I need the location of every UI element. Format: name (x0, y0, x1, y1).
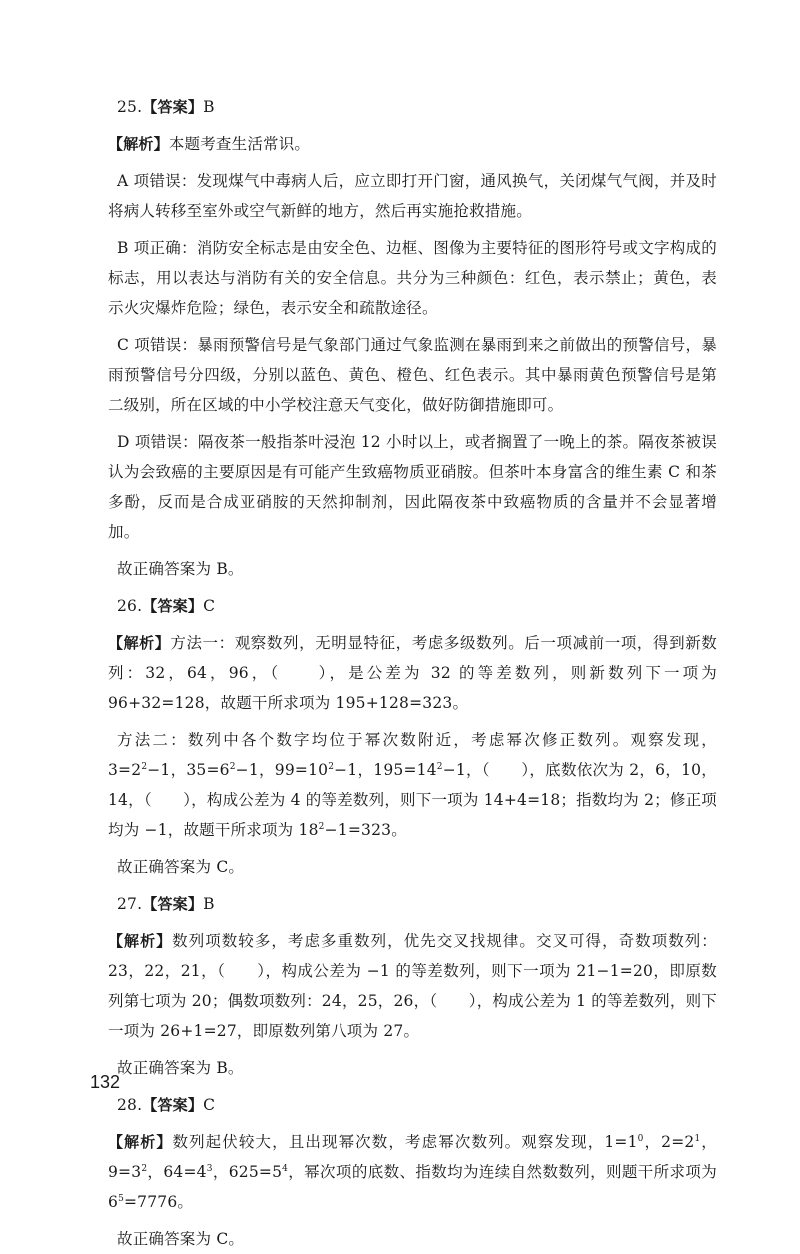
q27-answer-line (117, 889, 717, 919)
q28-analysis-line: 【解析】数列起伏较大，且出现幂次数，考虑幂次数列。观察发现，$1=1^0$，$2=2^1$，$9=3^2$，$64=4^3$，$625=5^4$，幂次项的底数、指数均为连续自然数数列，则题干所求项为 $6^5=7776$。 (108, 1133, 718, 1211)
q25-analysis-line (108, 129, 717, 159)
q25-option-a: A 项错误：发现煤气中毒病人后，应立即打开门窗，通风换气，关闭煤气气阀，并及时将病人转移至室外或空气新鲜的地方，然后再实施抢救措施。 (108, 172, 717, 220)
q25-number: 25. (117, 98, 143, 116)
q25-answer-line (117, 92, 717, 122)
q25-answer: B (203, 98, 215, 116)
q26-conclusion: 故正确答案为 C。 (117, 858, 245, 876)
q26-analysis-label: 【解析】 (108, 634, 171, 652)
q26-method2: 方法二：数列中各个数字均位于幂次数附近，考虑幂次修正数列。观察发现，$3=2^2-1$，$35=6^2-1$，$99=10^2-1$，$195=14^2-1$，（ ），底数依次为 2，6，10，14，（ ），构成公差为 4 的等差数列，则下一项为 14+4=18；指数均为 2；修正项均为 −1，故题干所求项为 $18^2-1=323$。 (108, 731, 717, 839)
q25-analysis-label: 【解析】 (108, 135, 169, 153)
q26-method1: 方法一：观察数列，无明显特征，考虑多级数列。后一项减前一项，得到新数列：32，64，96，（ ），是公差为 32 的等差数列，则新数列下一项为 96+32=128，故题干所求项为 195+128=323。 (108, 634, 717, 712)
q27-analysis-label: 【解析】 (108, 932, 173, 950)
q26-method1-line (108, 628, 717, 718)
q27-conclusion: 故正确答案为 B。 (117, 1059, 244, 1077)
q27-number: 27. (117, 895, 143, 913)
q28-answer-label: 【答案】 (142, 1096, 204, 1114)
q28-conclusion: 故正确答案为 C。 (117, 1230, 245, 1248)
q27-answer-label: 【答案】 (142, 895, 204, 913)
q27-analysis-line (108, 926, 717, 1046)
q25-answer-label: 【答案】 (142, 98, 204, 116)
q28-answer: C (203, 1096, 216, 1114)
q27-answer: B (203, 895, 215, 913)
q25-conclusion: 故正确答案为 B。 (117, 560, 244, 578)
q26-answer-label: 【答案】 (142, 597, 204, 615)
q28-analysis-label: 【解析】 (108, 1133, 173, 1151)
q25-option-c: C 项错误：暴雨预警信号是气象部门通过气象监测在暴雨到来之前做出的预警信号，暴雨预警信号分四级，分别以蓝色、黄色、橙色、红色表示。其中暴雨黄色预警信号是第二级别，所在区域的中小学校注意天气变化，做好防御措施即可。 (108, 336, 717, 414)
q25-option-b: B 项正确：消防安全标志是由安全色、边框、图像为主要特征的图形符号或文字构成的标志，用以表达与消防有关的安全信息。共分为三种颜色：红色，表示禁止；黄色，表示火灾爆炸危险；绿色，表示安全和疏散途径。 (108, 239, 717, 317)
q25-analysis: 本题考查生活常识。 (168, 135, 311, 153)
q28-number: 28. (117, 1096, 143, 1114)
q26-answer: C (203, 597, 216, 615)
q28-answer-line (117, 1090, 717, 1120)
page-content (108, 92, 718, 1254)
q26-answer-line (117, 591, 717, 621)
q25-option-d: D 项错误：隔夜茶一般指茶叶浸泡 12 小时以上，或者搁置了一晚上的茶。隔夜茶被误认为会致癌的主要原因是有可能产生致癌物质亚硝胺。但茶叶本身富含的维生素 C 和茶多酚，反而是合成亚硝胺的天然抑制剂，因此隔夜茶中致癌物质的含量并不会显著增加。 (108, 433, 717, 541)
q26-number: 26. (117, 597, 143, 615)
q27-analysis: 数列项数较多，考虑多重数列，优先交叉找规律。交叉可得，奇数项数列：23，22，21，（ ），构成公差为 −1 的等差数列，则下一项为 21−1=20，即原数列第七项为 20；偶数项数列：24，25，26，（ ），构成公差为 1 的等差数列，则下一项为 26+1=27，即原数列第八项为 27。 (108, 932, 717, 1040)
page-number: 132 (90, 1072, 121, 1092)
